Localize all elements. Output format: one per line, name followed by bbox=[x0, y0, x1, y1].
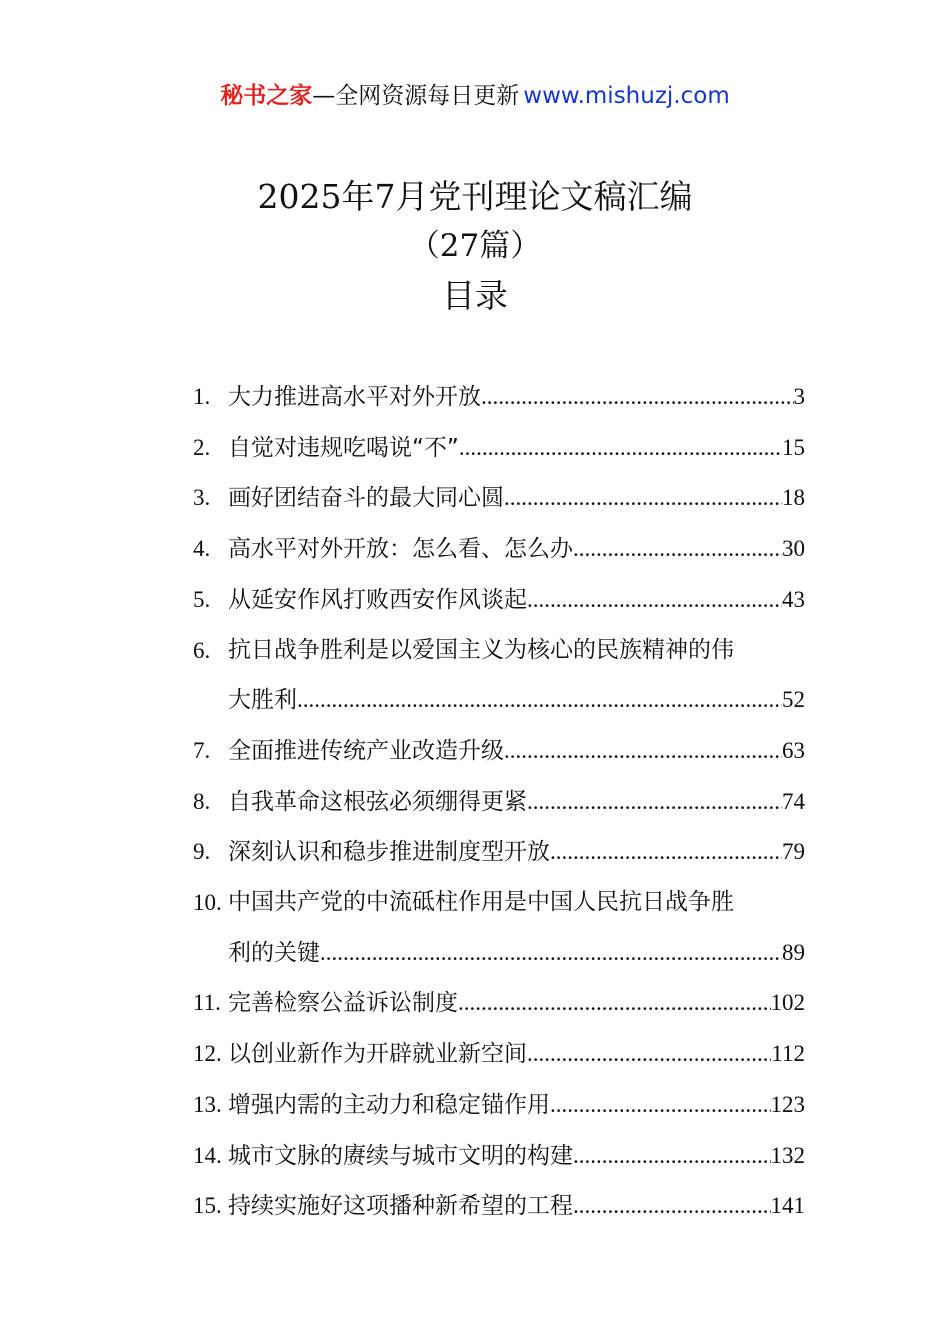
toc-entry[interactable] bbox=[193, 1131, 805, 1182]
site-header bbox=[0, 80, 950, 112]
toc-entry[interactable] bbox=[193, 524, 805, 575]
toc-entry-body bbox=[228, 1080, 805, 1131]
toc-entry-title-line bbox=[228, 1181, 805, 1232]
toc-entry-body bbox=[228, 978, 805, 1029]
toc-page-number: 15 bbox=[782, 434, 805, 460]
toc-entry-number: 4. bbox=[193, 536, 211, 562]
toc-entry-number: 7. bbox=[193, 737, 211, 763]
toc-entry-title: 城市文脉的赓续与城市文明的构建 bbox=[228, 1142, 573, 1169]
header-tagline: —全网资源每日更新 bbox=[312, 83, 520, 109]
toc-entry-number: 2. bbox=[193, 434, 211, 460]
toc-entry-number: 6. bbox=[193, 637, 211, 663]
toc-page-number: 43 bbox=[782, 586, 805, 612]
toc-entry-title: 大胜利 bbox=[228, 687, 297, 714]
toc-entry-title: 利的关键 bbox=[228, 939, 320, 966]
toc-entry[interactable] bbox=[193, 1181, 805, 1232]
toc-entry-title: 持续实施好这项播种新希望的工程 bbox=[228, 1193, 573, 1220]
toc-page-number: 74 bbox=[782, 788, 805, 814]
brand-name: 秘书之家 bbox=[220, 83, 313, 109]
toc-entry-body bbox=[228, 626, 805, 726]
toc-entry[interactable] bbox=[193, 1029, 805, 1080]
toc-entry-body bbox=[228, 878, 805, 978]
toc-entry-title: 自我革命这根弦必须绷得更紧 bbox=[228, 788, 527, 815]
document-title: 2025年7月党刊理论文稿汇编 bbox=[257, 177, 693, 216]
toc-dot-leader bbox=[504, 726, 782, 776]
toc-entry-title-line bbox=[228, 423, 805, 474]
toc-dot-leader bbox=[527, 777, 782, 827]
toc-entry-title: 自觉对违规吃喝说“不” bbox=[228, 434, 459, 461]
toc-page-number: 3 bbox=[793, 384, 805, 409]
toc-entry[interactable] bbox=[193, 626, 805, 726]
toc-page-number: 52 bbox=[782, 687, 805, 713]
toc-dot-leader bbox=[550, 1080, 771, 1130]
toc-entry-body bbox=[228, 1131, 805, 1182]
toc-entry-title-line bbox=[228, 777, 805, 828]
toc-dot-leader bbox=[459, 423, 782, 473]
toc-entry-title: 画好团结奋斗的最大同心圆 bbox=[228, 485, 504, 512]
document-subtitle: （27篇） bbox=[408, 228, 542, 264]
toc-entry-title-first-line: 中国共产党的中流砥柱作用是中国人民抗日战争胜 bbox=[228, 889, 734, 916]
toc-entry-title: 完善检察公益诉讼制度 bbox=[228, 990, 458, 1017]
toc-page-number: 18 bbox=[782, 485, 805, 511]
toc-entry-title-line bbox=[228, 978, 805, 1029]
toc-entry-body bbox=[228, 777, 805, 828]
table-of-contents bbox=[193, 372, 805, 1232]
toc-page-number: 89 bbox=[782, 939, 805, 965]
toc-page-number: 30 bbox=[782, 536, 805, 562]
toc-entry-title-line bbox=[228, 1080, 805, 1131]
toc-entry-title-line bbox=[228, 473, 805, 524]
toc-page-number: 132 bbox=[770, 1142, 805, 1168]
toc-entry[interactable] bbox=[193, 827, 805, 878]
toc-heading: 目录 bbox=[442, 276, 508, 315]
toc-dot-leader bbox=[550, 827, 782, 877]
toc-entry-body bbox=[228, 575, 805, 626]
toc-entry-body bbox=[228, 1181, 805, 1232]
toc-entry[interactable] bbox=[193, 372, 805, 423]
toc-entry[interactable] bbox=[193, 1080, 805, 1131]
toc-dot-leader bbox=[527, 1029, 771, 1079]
toc-entry-title-line bbox=[228, 524, 805, 575]
toc-dot-leader bbox=[573, 524, 782, 574]
toc-entry-number: 1. bbox=[193, 384, 211, 409]
toc-entry-title-line bbox=[228, 372, 805, 423]
toc-entry-number: 8. bbox=[193, 788, 211, 814]
toc-entry-number: 13. bbox=[193, 1091, 222, 1117]
toc-page-number: 102 bbox=[770, 990, 805, 1016]
toc-entry-title-first-line: 抗日战争胜利是以爱国主义为核心的民族精神的伟 bbox=[228, 636, 734, 663]
toc-entry[interactable] bbox=[193, 726, 805, 777]
toc-entry-number: 3. bbox=[193, 485, 211, 511]
toc-entry-body bbox=[228, 726, 805, 777]
toc-entry-title: 以创业新作为开辟就业新空间 bbox=[228, 1041, 527, 1068]
toc-entry[interactable] bbox=[193, 575, 805, 626]
toc-entry-title: 增强内需的主动力和稳定锚作用 bbox=[228, 1091, 550, 1118]
toc-page-number: 63 bbox=[782, 737, 805, 763]
site-url-link[interactable]: www.mishuzj.com bbox=[523, 83, 730, 109]
toc-entry-title-line bbox=[228, 726, 805, 777]
toc-dot-leader bbox=[573, 1181, 771, 1231]
toc-entry-number: 15. bbox=[193, 1193, 222, 1219]
toc-entry[interactable] bbox=[193, 777, 805, 828]
toc-entry-number: 9. bbox=[193, 839, 211, 865]
toc-entry-title-line bbox=[228, 1131, 805, 1182]
toc-entry-title: 大力推进高水平对外开放 bbox=[228, 384, 481, 410]
toc-dot-leader bbox=[458, 978, 771, 1028]
toc-dot-leader bbox=[481, 372, 794, 422]
toc-entry-title-line bbox=[228, 928, 805, 979]
toc-dot-leader bbox=[527, 575, 782, 625]
toc-dot-leader bbox=[297, 675, 782, 725]
toc-dot-leader bbox=[504, 473, 782, 523]
toc-entry-title: 从延安作风打败西安作风谈起 bbox=[228, 586, 527, 613]
toc-entry-number: 5. bbox=[193, 586, 211, 612]
toc-entry[interactable] bbox=[193, 878, 805, 978]
toc-entry-number: 12. bbox=[193, 1041, 222, 1067]
toc-entry-number: 10. bbox=[193, 890, 222, 916]
toc-entry-body bbox=[228, 473, 805, 524]
toc-entry-title-line bbox=[228, 675, 805, 726]
toc-entry-body bbox=[228, 372, 805, 423]
toc-entry-title-line bbox=[228, 575, 805, 626]
toc-entry-title: 全面推进传统产业改造升级 bbox=[228, 737, 504, 764]
toc-page-number: 123 bbox=[770, 1091, 805, 1117]
toc-page-number: 141 bbox=[770, 1193, 805, 1219]
toc-page-number: 112 bbox=[771, 1041, 805, 1067]
toc-entry-body bbox=[228, 1029, 805, 1080]
toc-entry-number: 11. bbox=[193, 990, 221, 1016]
toc-entry-title-line bbox=[228, 1029, 805, 1080]
toc-entry-body bbox=[228, 524, 805, 575]
toc-entry-body bbox=[228, 423, 805, 474]
toc-entry-body bbox=[228, 827, 805, 878]
toc-dot-leader bbox=[573, 1131, 771, 1181]
toc-entry-title: 高水平对外开放：怎么看、怎么办 bbox=[228, 536, 573, 563]
toc-entry-number: 14. bbox=[193, 1142, 222, 1168]
toc-entry-title-line bbox=[228, 827, 805, 878]
toc-entry[interactable] bbox=[193, 978, 805, 1029]
toc-dot-leader bbox=[320, 928, 782, 978]
toc-entry-title: 深刻认识和稳步推进制度型开放 bbox=[228, 839, 550, 866]
toc-entry[interactable] bbox=[193, 423, 805, 474]
toc-entry[interactable] bbox=[193, 473, 805, 524]
document-title-block bbox=[0, 172, 950, 322]
toc-page-number: 79 bbox=[782, 839, 805, 865]
